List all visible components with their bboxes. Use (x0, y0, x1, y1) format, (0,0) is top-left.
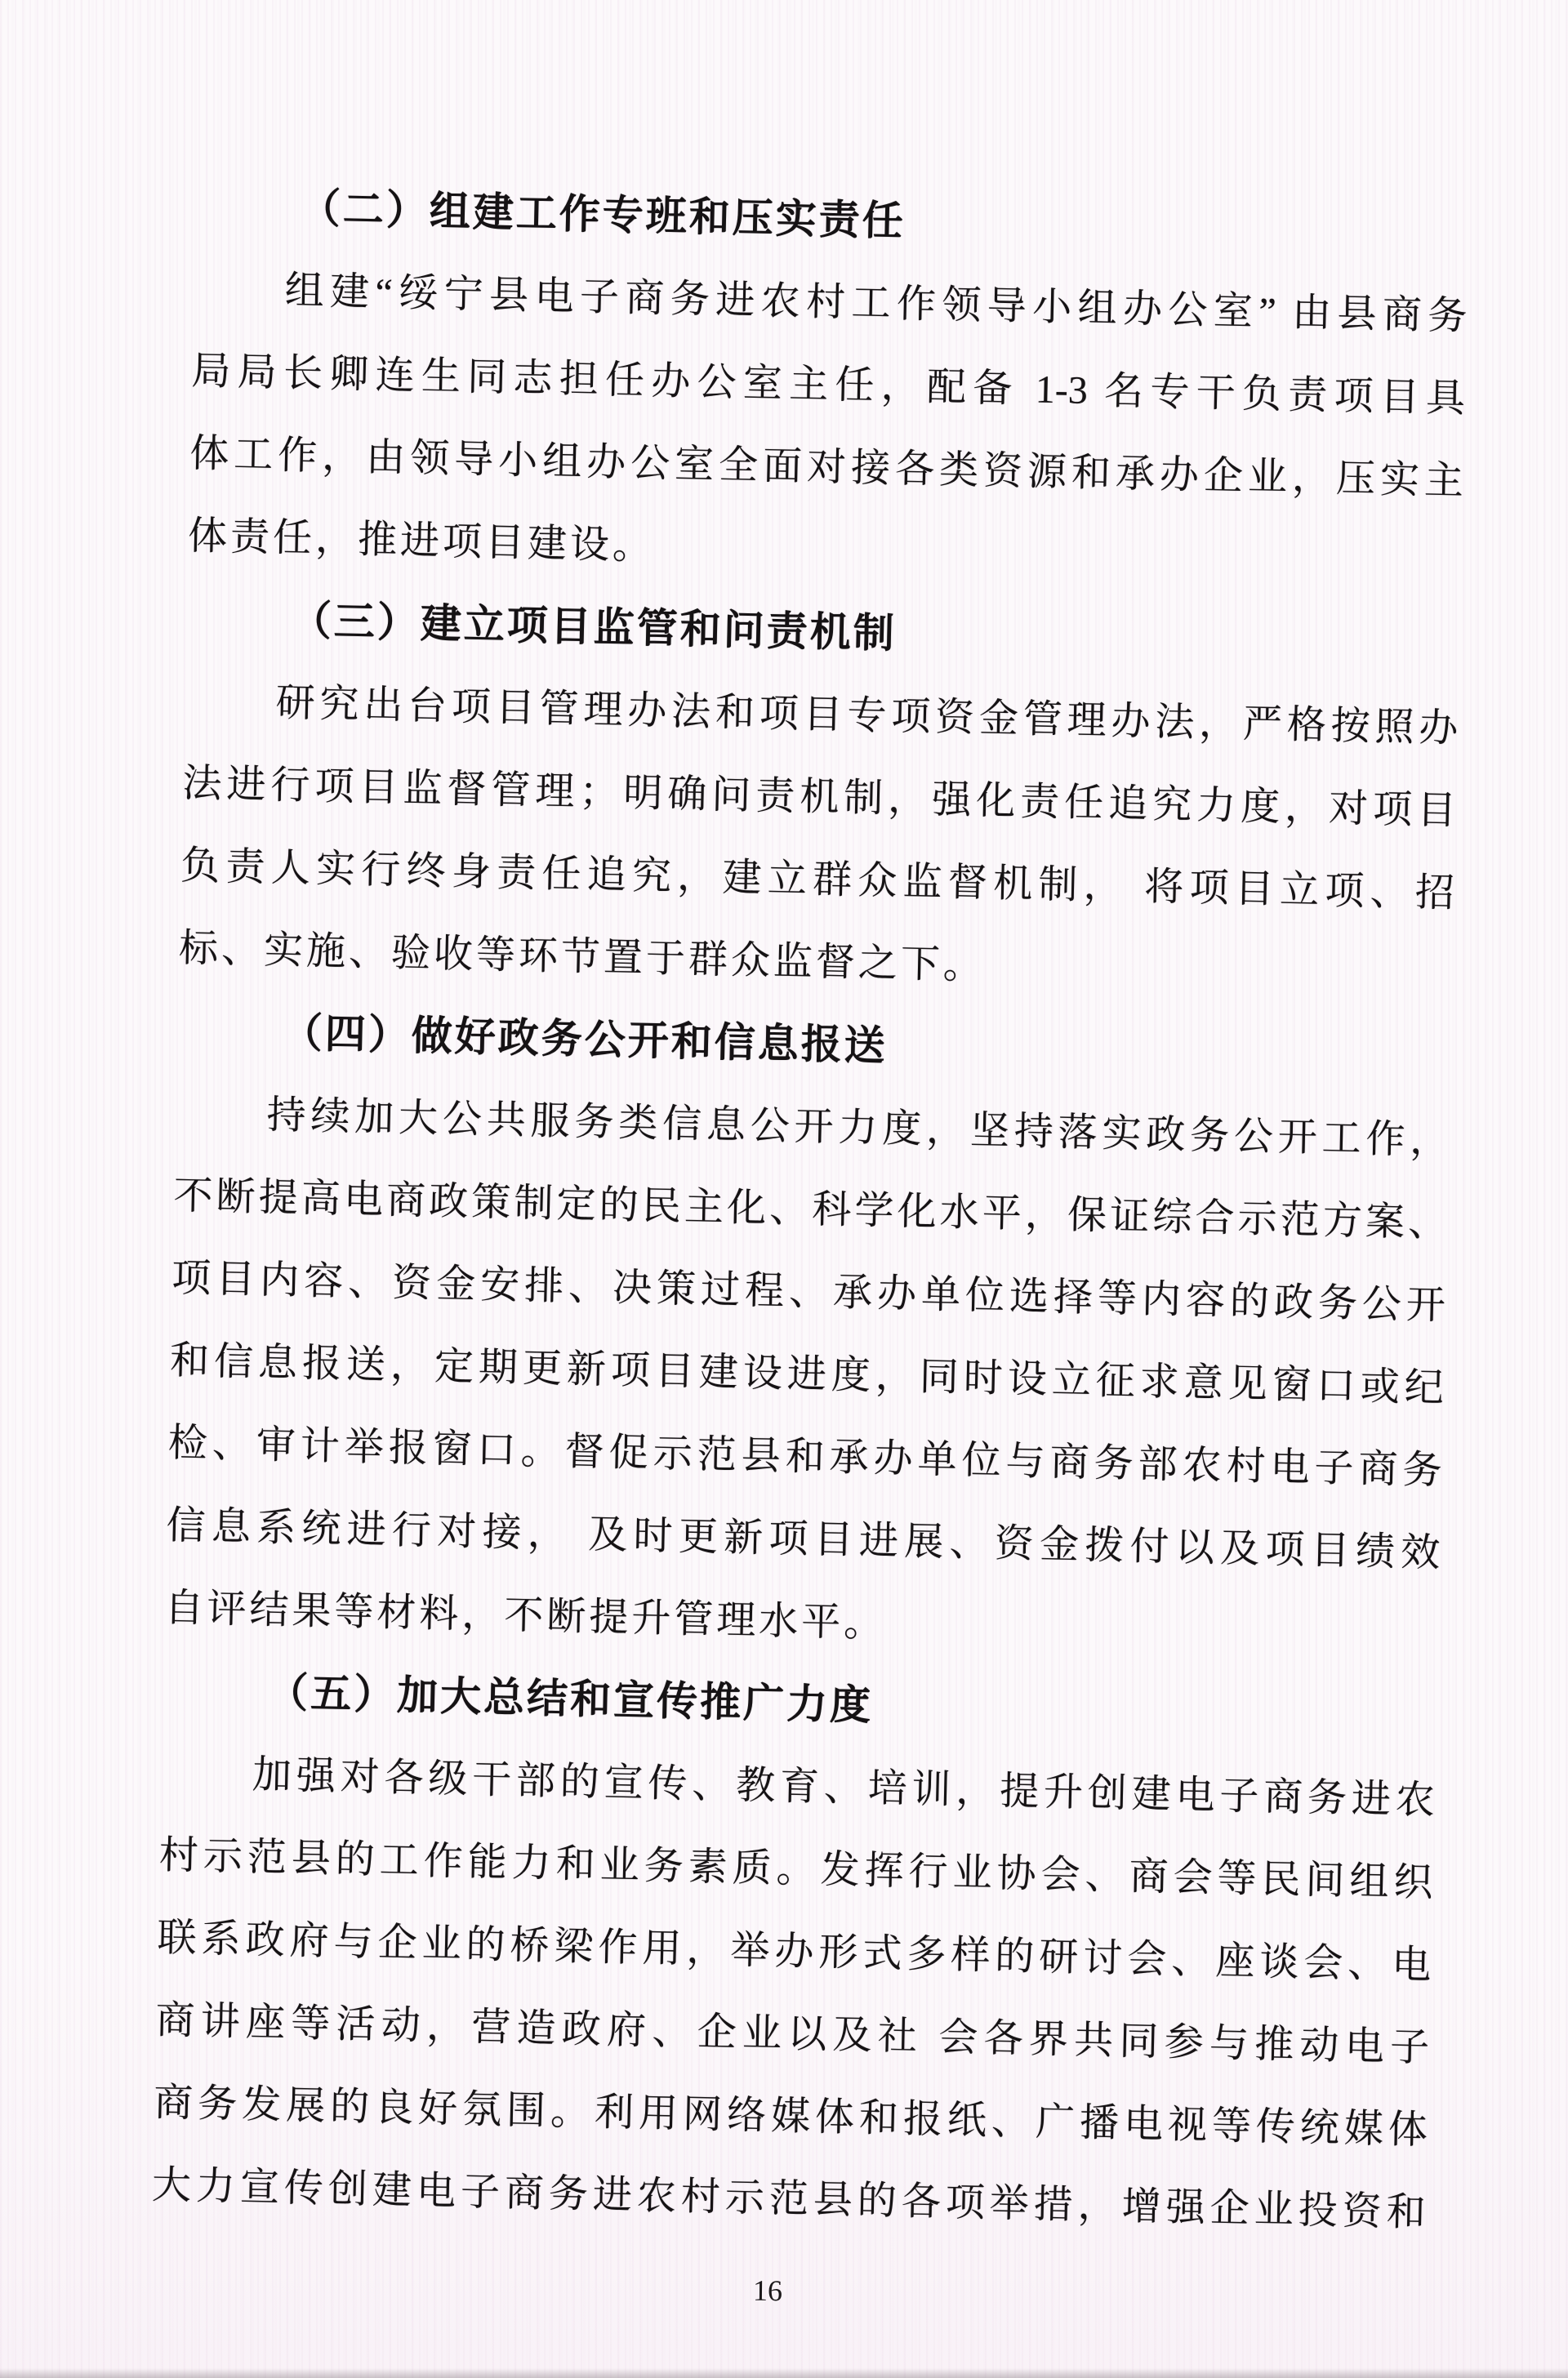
section-heading-3: （三）建立项目监管和问责机制 (290, 597, 898, 657)
text-line: 自评结果等材料，不断提升管理水平。 (163, 1586, 887, 1645)
text-line: 项目内容、资金安排、决策过程、承办单位选择等内容的政务公开 (171, 1256, 1446, 1328)
text-line: 不断提高电商政策制定的民主化、科学化水平，保证综合示范方案、 (172, 1173, 1448, 1245)
text-line: 研究出台项目管理办法和项目专项资金管理办法，严格按照办 (275, 681, 1459, 750)
text-line: 信息系统进行对接， 及时更新项目进展、资金拨付以及项目绩效 (166, 1503, 1441, 1575)
scan-bottom-shadow (0, 2368, 1568, 2378)
text-line: 局局长卿连生同志担任办公室主任，配备 1-3 名专干负责项目具 (190, 349, 1466, 421)
page-number: 16 (752, 2273, 783, 2308)
text-line: 组建“绥宁县电子商务进农村工作领导小组办公室” 由县商务 (284, 269, 1468, 338)
text-line: 持续加大公共服务类信息公开力度，坚持落实政务公开工作， (266, 1093, 1450, 1163)
text-line: 商讲座等活动，营造政府、企业以及社 会各界共同参与推动电子 (154, 1998, 1430, 2070)
text-line: 体责任，推进项目建设。 (187, 514, 656, 568)
section-heading-4: （四）做好政务公开和信息报送 (281, 1009, 889, 1069)
text-line: 村示范县的工作能力和业务素质。发挥行业协会、商会等民间组织 (158, 1833, 1434, 1905)
text-line: 检、审计举报窗口。督促示范县和承办单位与商务部农村电子商务 (167, 1421, 1443, 1493)
section-heading-2: （二）组建工作专班和压实责任 (299, 185, 906, 244)
text-line: 联系政府与企业的桥梁作用，举办形式多样的研讨会、座谈会、电 (157, 1916, 1432, 1988)
text-line: 法进行项目监督管理；明确问责机制，强化责任追究力度，对项目 (181, 761, 1457, 833)
text-line: 和信息报送，定期更新项目建设进度，同时设立征求意见窗口或纪 (169, 1338, 1445, 1410)
text-line: 标、实施、验收等环节置于群众监督之下。 (178, 926, 987, 988)
section-heading-5: （五）加大总结和宣传推广力度 (266, 1669, 874, 1729)
text-line: 商务发展的良好氛围。利用网络媒体和报纸、广播电视等传统媒体 (153, 2081, 1428, 2153)
text-line: 体工作，由领导小组办公室全面对接各类资源和承办企业，压实主 (189, 431, 1464, 503)
text-line: 加强对各级干部的宣传、教育、培训，提升创建电子商务进农 (252, 1752, 1436, 1823)
text-line: 负责人实行终身责任追究，建立群众监督机制， 将项目立项、招 (180, 844, 1455, 915)
text-line: 大力宣传创建电子商务进农村示范县的各项举措，增强企业投资和 (151, 2163, 1427, 2235)
document-text-block (151, 165, 1470, 2254)
